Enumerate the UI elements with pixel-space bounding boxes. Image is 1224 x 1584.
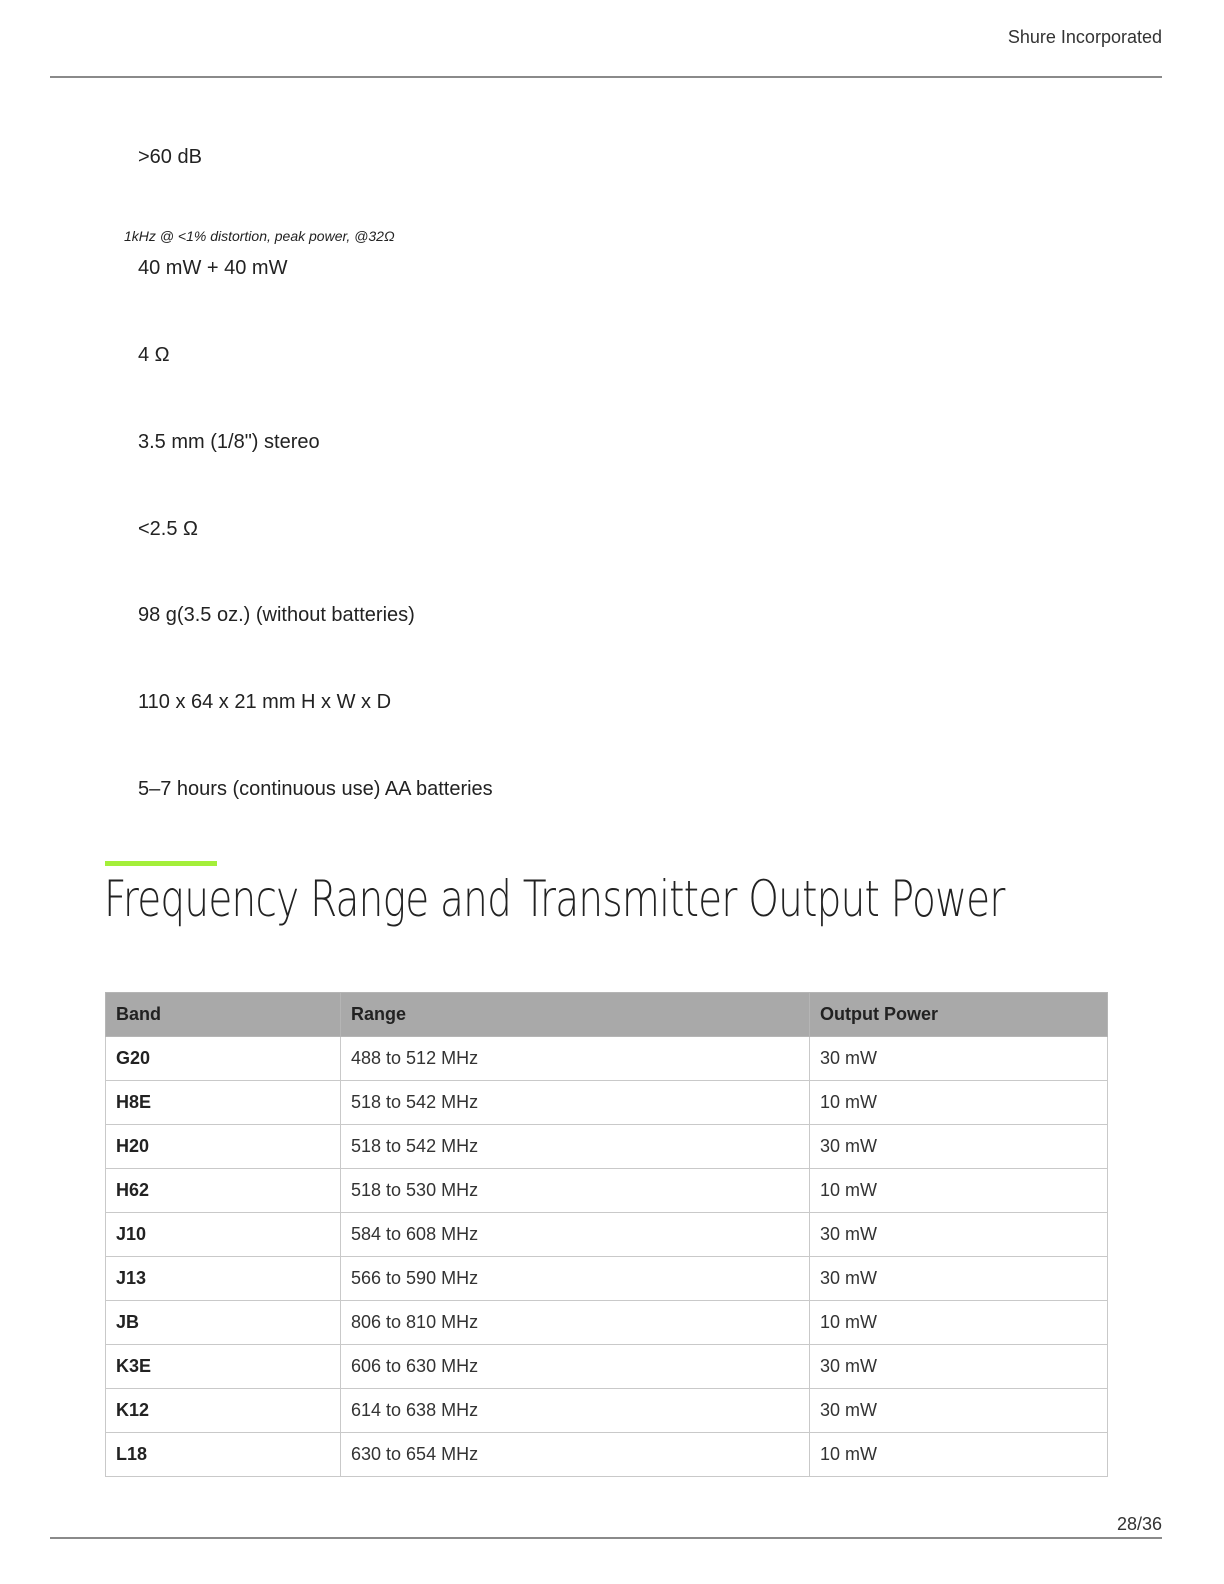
header-divider [50, 76, 1162, 78]
table-row [106, 1169, 1108, 1213]
band-cell: K3E [106, 1345, 341, 1389]
spec-output-power: 40 mW + 40 mW [138, 257, 288, 279]
table-row [106, 1213, 1108, 1257]
header-band: Band [106, 993, 341, 1037]
frequency-table [105, 992, 1108, 1477]
band-cell: L18 [106, 1433, 341, 1477]
footer-divider [50, 1537, 1162, 1539]
table-row [106, 1257, 1108, 1301]
range-cell: 566 to 590 MHz [341, 1257, 810, 1301]
header-output-power: Output Power [810, 993, 1108, 1037]
spec-battery-life: 5–7 hours (continuous use) AA batteries [138, 778, 493, 800]
table-row [106, 1125, 1108, 1169]
spec-output-impedance: <2.5 Ω [138, 518, 198, 540]
spec-impedance: 4 Ω [138, 344, 170, 366]
power-cell: 30 mW [810, 1389, 1108, 1433]
band-cell: J10 [106, 1213, 341, 1257]
band-cell: JB [106, 1301, 341, 1345]
spec-dimensions: 110 x 64 x 21 mm H x W x D [138, 691, 392, 713]
power-cell: 10 mW [810, 1081, 1108, 1125]
band-cell: H62 [106, 1169, 341, 1213]
range-cell: 518 to 542 MHz [341, 1081, 810, 1125]
band-cell: K12 [106, 1389, 341, 1433]
table-row [106, 1037, 1108, 1081]
range-cell: 584 to 608 MHz [341, 1213, 810, 1257]
section-accent-bar [105, 861, 217, 866]
table-row [106, 1389, 1108, 1433]
table-header-row [106, 993, 1108, 1037]
section-title: Frequency Range and Transmitter Output Power [104, 870, 1005, 928]
table-row [106, 1433, 1108, 1477]
header-range: Range [341, 993, 810, 1037]
band-cell: G20 [106, 1037, 341, 1081]
power-cell: 30 mW [810, 1213, 1108, 1257]
range-cell: 606 to 630 MHz [341, 1345, 810, 1389]
range-cell: 806 to 810 MHz [341, 1301, 810, 1345]
band-cell: J13 [106, 1257, 341, 1301]
range-cell: 630 to 654 MHz [341, 1433, 810, 1477]
range-cell: 488 to 512 MHz [341, 1037, 810, 1081]
spec-connector: 3.5 mm (1/8") stereo [138, 431, 320, 453]
band-cell: H8E [106, 1081, 341, 1125]
power-cell: 30 mW [810, 1125, 1108, 1169]
power-cell: 10 mW [810, 1169, 1108, 1213]
band-cell: H20 [106, 1125, 341, 1169]
power-cell: 10 mW [810, 1433, 1108, 1477]
table-row [106, 1345, 1108, 1389]
header-company-name: Shure Incorporated [1007, 27, 1162, 47]
power-cell: 10 mW [810, 1301, 1108, 1345]
table-row [106, 1081, 1108, 1125]
page-number: 28/36 [1116, 1514, 1162, 1534]
range-cell: 614 to 638 MHz [341, 1389, 810, 1433]
spec-snr: >60 dB [138, 146, 202, 168]
spec-output-note: 1kHz @ <1% distortion, peak power, @32Ω [124, 228, 395, 244]
spec-weight: 98 g(3.5 oz.) (without batteries) [138, 604, 415, 626]
power-cell: 30 mW [810, 1257, 1108, 1301]
power-cell: 30 mW [810, 1345, 1108, 1389]
table-row [106, 1301, 1108, 1345]
power-cell: 30 mW [810, 1037, 1108, 1081]
range-cell: 518 to 542 MHz [341, 1125, 810, 1169]
range-cell: 518 to 530 MHz [341, 1169, 810, 1213]
